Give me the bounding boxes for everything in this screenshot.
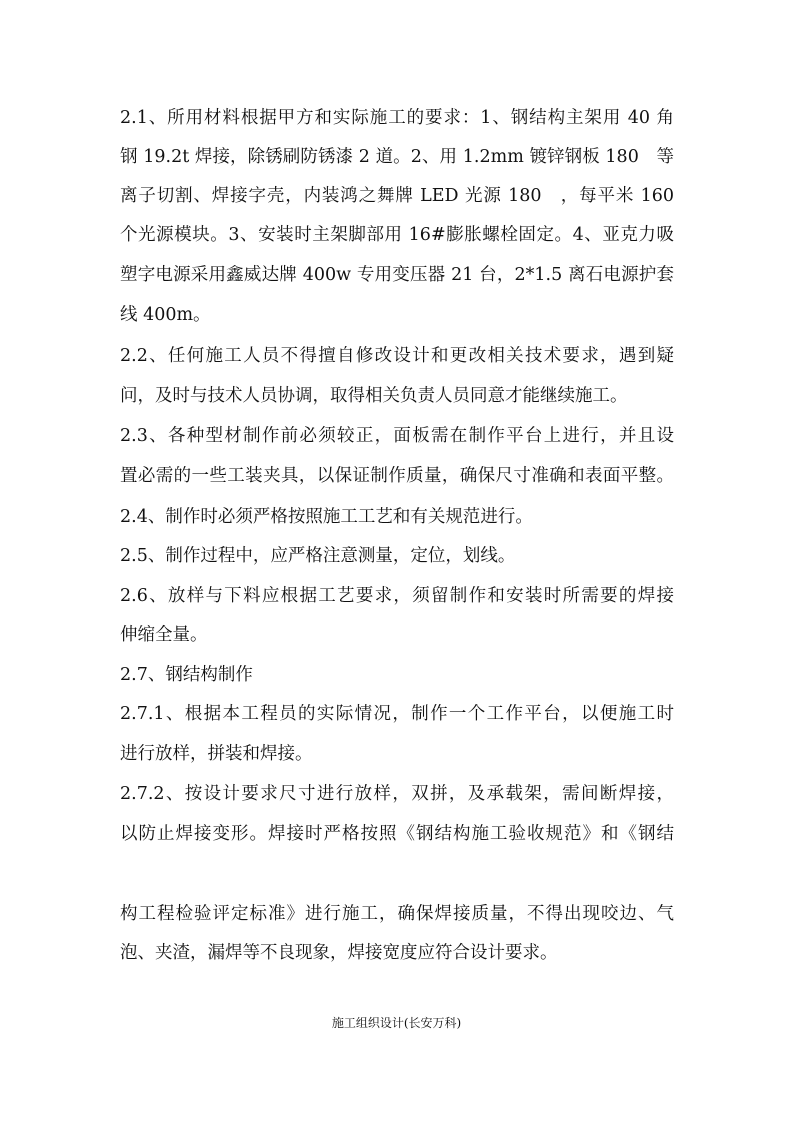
text-line: 离子切割、焊接字壳，内装鸿之舞牌 LED 光源 180 ，每平米 160	[120, 186, 674, 206]
text-line: 置必需的一些工装夹具，以保证制作质量，确保尺寸准确和表面平整。	[120, 466, 674, 486]
text-line: 2.3、各种型材制作前必须较正，面板需在制作平台上进行，并且设	[120, 426, 674, 446]
text-line: 泡、夹渣，漏焊等不良现象，焊接宽度应符合设计要求。	[120, 943, 558, 963]
text-line: 2.1、所用材料根据甲方和实际施工的要求：1、钢结构主架用 40 角	[120, 108, 674, 128]
text-line: 构工程检验评定标准》进行施工，确保焊接质量，不得出现咬边、气	[120, 904, 674, 924]
text-line: 2.7.2、按设计要求尺寸进行放样，双拼，及承载架，需间断焊接，	[120, 784, 674, 804]
text-line: 个光源模块。3、安装时主架脚部用 16#膨胀螺栓固定。4、亚克力吸	[120, 225, 674, 245]
text-line: 钢 19.2t 焊接，除锈刷防锈漆 2 道。2、用 1.2mm 镀锌钢板 180 等	[120, 147, 674, 167]
text-line: 问，及时与技术人员协调，取得相关负责人员同意才能继续施工。	[120, 386, 628, 406]
text-line: 2.6、放样与下料应根据工艺要求，须留制作和安装时所需要的焊接	[120, 586, 674, 606]
text-line: 以防止焊接变形。焊接时严格按照《钢结构施工验收规范》和《钢结	[120, 824, 674, 844]
text-line: 进行放样，拼装和焊接。	[120, 744, 313, 764]
text-line: 2.4、制作时必须严格按照施工工艺和有关规范进行。	[120, 507, 533, 527]
text-line: 2.2、任何施工人员不得擅自修改设计和更改相关技术要求，遇到疑	[120, 346, 674, 366]
page-footer: 施工组织设计(长安万科)	[331, 1016, 462, 1030]
text-line: 2.7、钢结构制作	[120, 665, 253, 685]
text-line: 线 400m。	[120, 305, 211, 325]
text-line: 2.7.1、根据本工程员的实际情况，制作一个工作平台，以便施工时	[120, 704, 674, 724]
text-line: 塑字电源采用鑫威达牌 400w 专用变压器 21 台，2*1.5 离石电源护套	[120, 265, 674, 285]
text-line: 2.5、制作过程中，应严格注意测量，定位，划线。	[120, 546, 516, 566]
text-line: 伸缩全量。	[120, 625, 208, 645]
